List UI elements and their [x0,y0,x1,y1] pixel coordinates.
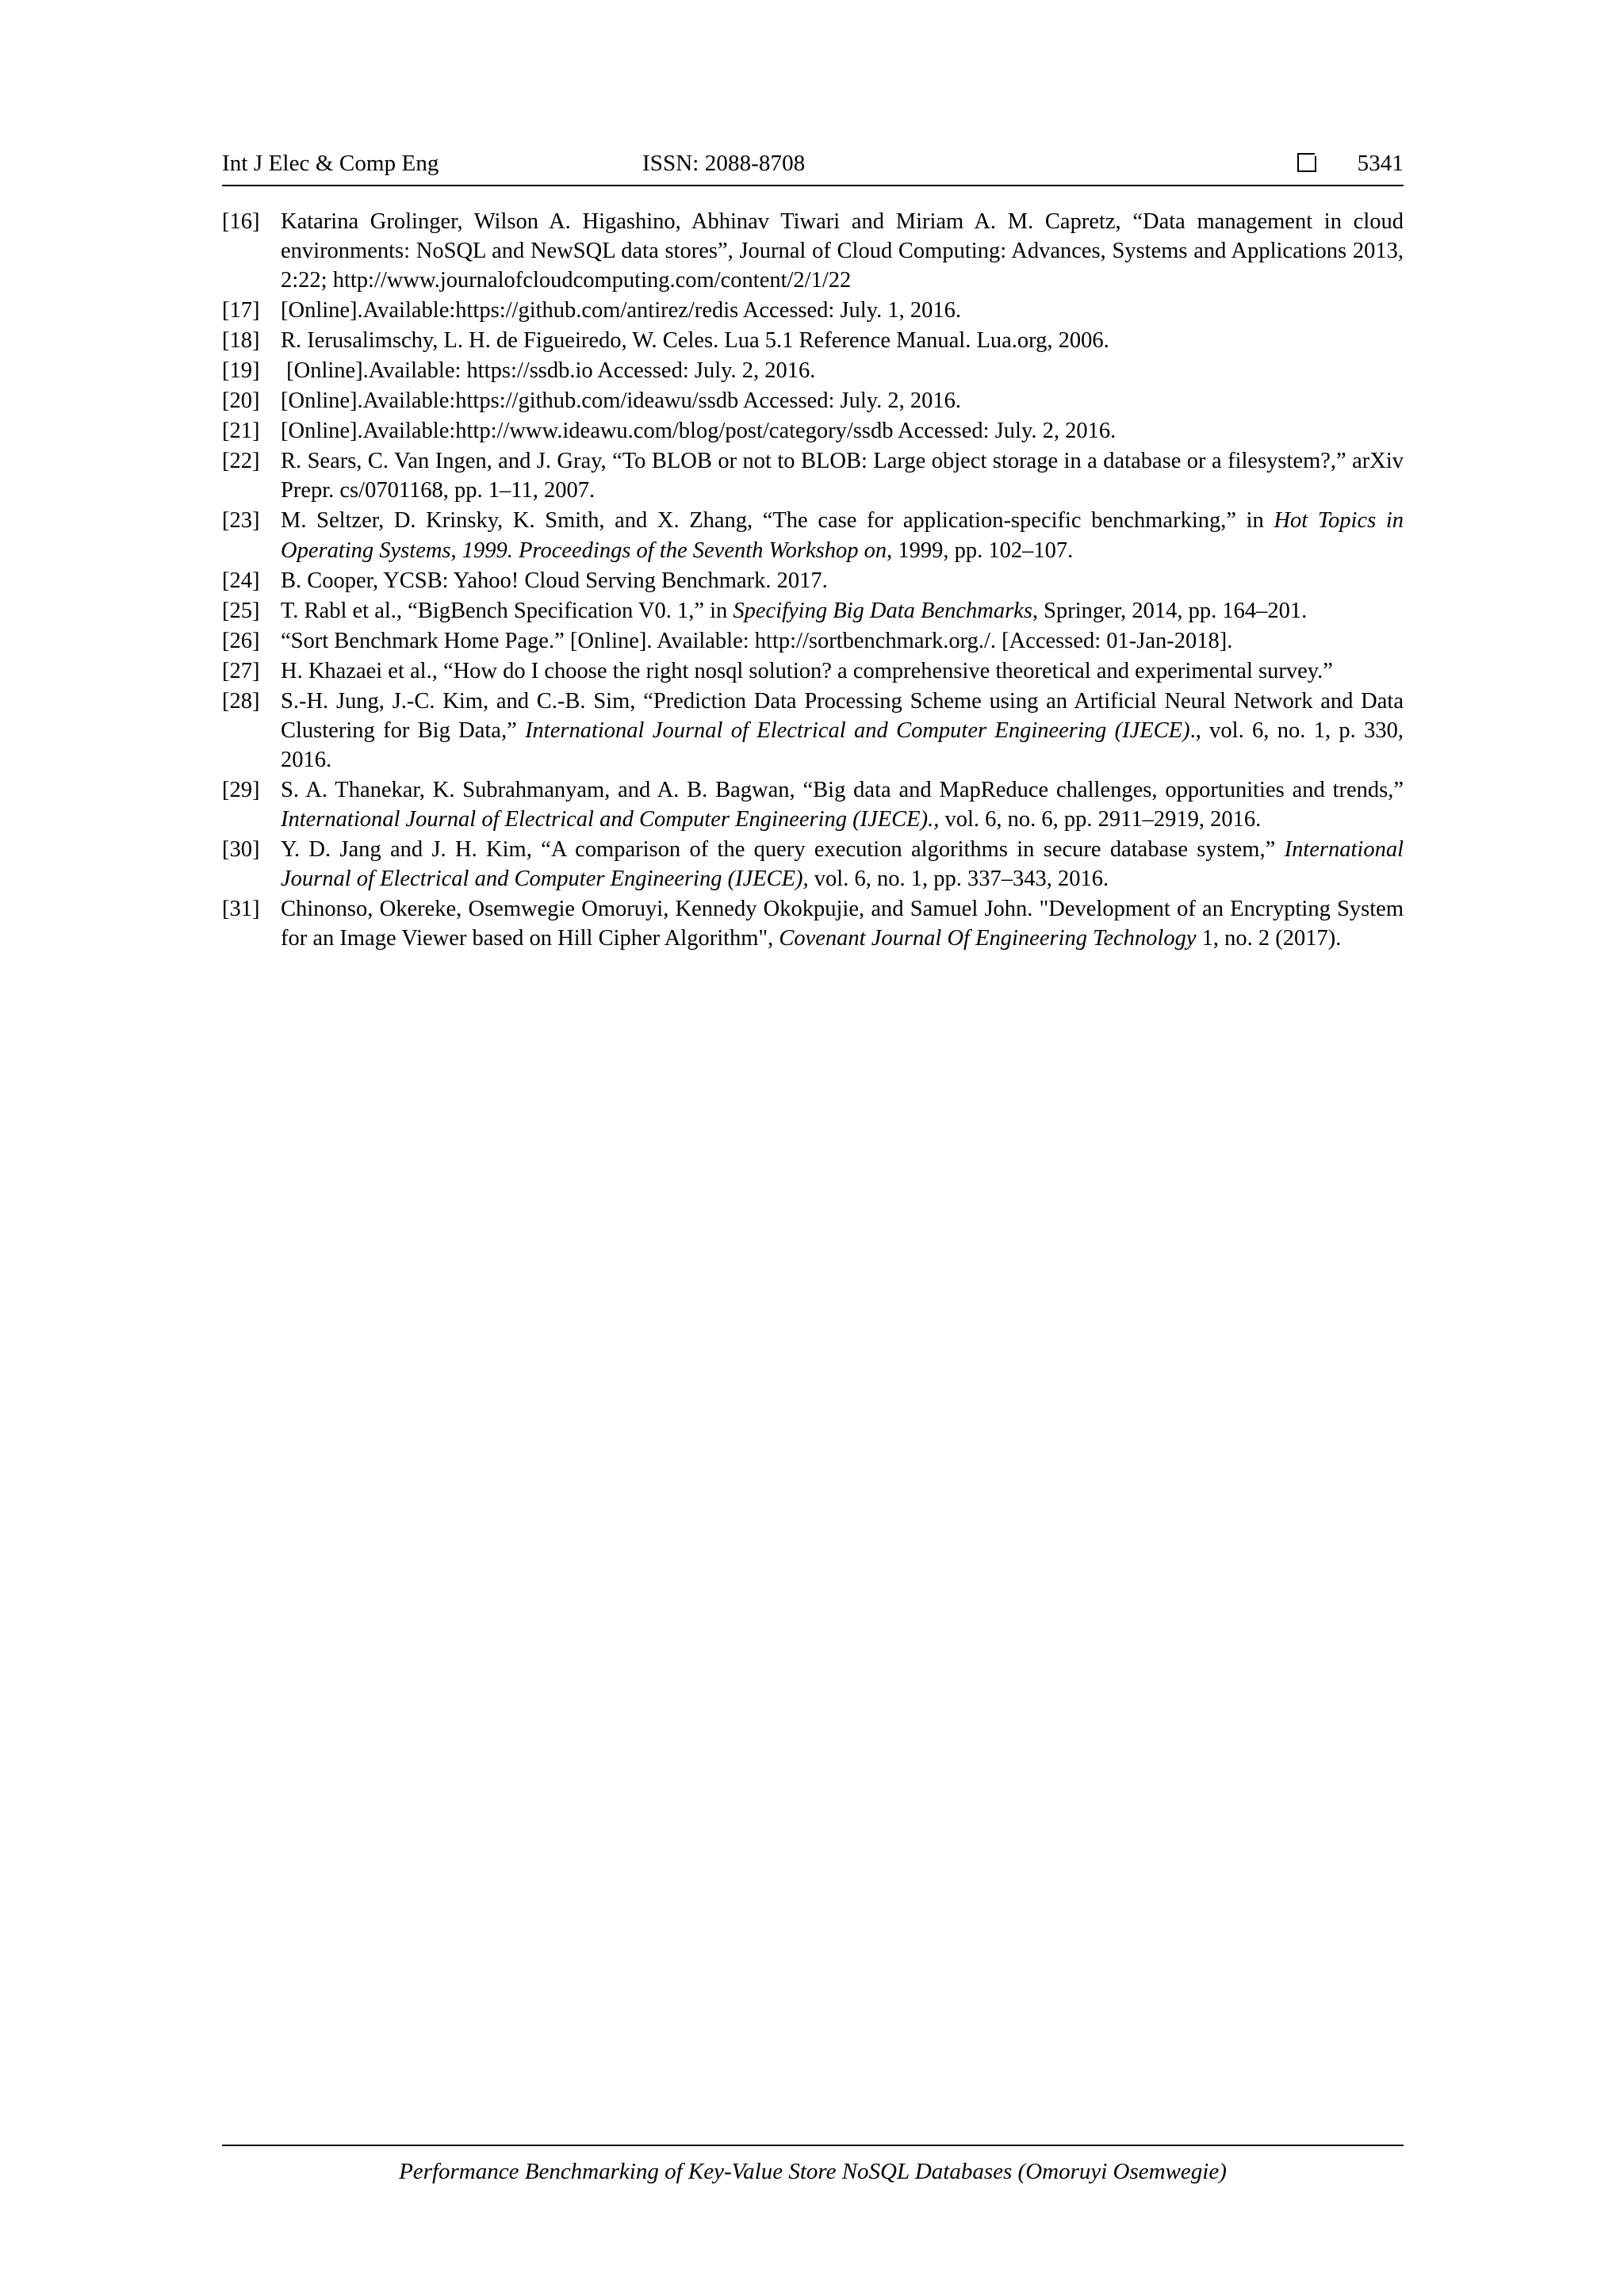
reference-item [222,775,1404,834]
reference-number: [22] [222,449,260,474]
reference-item [222,356,1404,385]
reference-item [222,894,1404,953]
reference-text: “Sort Benchmark Home Page.” [Online]. Available: http://sortbenchmark.org./. [Accessed: 01-Jan-2018]. [281,628,1233,653]
reference-text: [Online].Available:https://github.com/antirez/redis Accessed: July. 1, 2016. [281,298,961,323]
reference-number: [16] [222,209,260,234]
reference-text: Katarina Grolinger, Wilson A. Higashino, Abhinav Tiwari and Miriam A. M. Capretz, “Data management in cloud environments: NoSQL and NewSQL data stores”, Journal of Cloud Computing: Advances, Systems and Applications 2013, 2:22; http://www.journalofcloudcomputing.com/content/2/1/22 [281,209,1404,293]
reference-text: T. Rabl et al., “BigBench Specification V0. 1,” in Specifying Big Data Benchmarks, Springer, 2014, pp. 164–201. [281,598,1308,623]
reference-number: [27] [222,658,260,683]
square-bullet-icon [1261,151,1316,174]
reference-item [222,386,1404,415]
reference-text: [Online].Available:https://github.com/ideawu/ssdb Accessed: July. 2, 2016. [281,388,962,414]
reference-number: [18] [222,328,260,354]
reference-item [222,596,1404,626]
reference-number: [20] [222,388,260,414]
reference-text: S.-H. Jung, J.-C. Kim, and C.-B. Sim, “Prediction Data Processing Scheme using an Artificial Neural Network and Data Clustering for Big Data,” International Journal of Electrical and Computer Engineering (IJECE)., vol. 6, no. 1, p. 330, 2016. [281,688,1404,772]
reference-item [222,506,1404,564]
reference-text: R. Sears, C. Van Ingen, and J. Gray, “To BLOB or not to BLOB: Large object storage in a database or a filesystem?,” arXiv Prepr. cs/0701168, pp. 1–11, 2007. [281,449,1404,503]
reference-text: S. A. Thanekar, K. Subrahmanyam, and A. B. Bagwan, “Big data and MapReduce challenges, opportunities and trends,” International Journal of Electrical and Computer Engineering (IJECE)., vol. 6, no. 6, pp. 2911–2919, 2016. [281,777,1404,832]
running-head [222,151,1404,186]
reference-item [222,326,1404,355]
page-number: 5341 [1357,151,1404,176]
reference-number: [25] [222,598,260,623]
journal-title: Int J Elec & Comp Eng [222,151,439,176]
reference-number: [21] [222,419,260,444]
reference-item [222,656,1404,686]
reference-list [222,207,1404,953]
reference-text: Chinonso, Okereke, Osemwegie Omoruyi, Kennedy Okokpujie, and Samuel John. "Development of an Encrypting System for an Image Viewer based on Hill Cipher Algorithm", Covenant Journal Of Engineering Technology 1, no. 2 (2017). [281,897,1404,951]
reference-item [222,296,1404,325]
reference-number: [24] [222,568,260,593]
reference-text: R. Ierusalimschy, L. H. de Figueiredo, W. Celes. Lua 5.1 Reference Manual. Lua.org, 2006. [281,328,1109,354]
reference-number: [17] [222,298,260,323]
reference-number: [26] [222,628,260,653]
reference-text: H. Khazaei et al., “How do I choose the right nosql solution? a comprehensive theoretical and experimental survey.” [281,658,1333,683]
reference-item [222,446,1404,505]
page-content [222,151,1404,954]
reference-text: [Online].Available:http://www.ideawu.com/blog/post/category/ssdb Accessed: July. 2, 2016. [281,419,1116,444]
reference-text: Y. D. Jang and J. H. Kim, “A comparison of the query execution algorithms in secure database system,” International Journal of Electrical and Computer Engineering (IJECE), vol. 6, no. 1, pp. 337–343, 2016. [281,836,1404,892]
reference-number: [30] [222,836,260,862]
page-footer [222,2145,1404,2185]
reference-item [222,835,1404,894]
reference-text: M. Seltzer, D. Krinsky, K. Smith, and X. Zhang, “The case for application-specific benchmarking,” in Hot Topics in Operating Systems, 1999. Proceedings of the Seventh Workshop on, 1999, pp. 102–107. [281,508,1404,563]
reference-number: [19] [222,358,260,384]
reference-text: B. Cooper, YCSB: Yahoo! Cloud Serving Benchmark. 2017. [281,568,828,593]
reference-text: [Online].Available: https://ssdb.io Accessed: July. 2, 2016. [281,358,816,384]
reference-number: [23] [222,508,260,534]
issn-label: ISSN: 2088-8708 [642,151,806,176]
reference-item [222,566,1404,595]
reference-number: [29] [222,777,260,802]
reference-item [222,207,1404,295]
reference-item [222,687,1404,775]
footer-rule [222,2145,1404,2146]
reference-item [222,626,1404,656]
reference-item [222,416,1404,446]
reference-number: [31] [222,897,260,922]
reference-number: [28] [222,688,260,714]
footer-title: Performance Benchmarking of Key-Value Store NoSQL Databases (Omoruyi Osemwegie) [399,2159,1227,2184]
